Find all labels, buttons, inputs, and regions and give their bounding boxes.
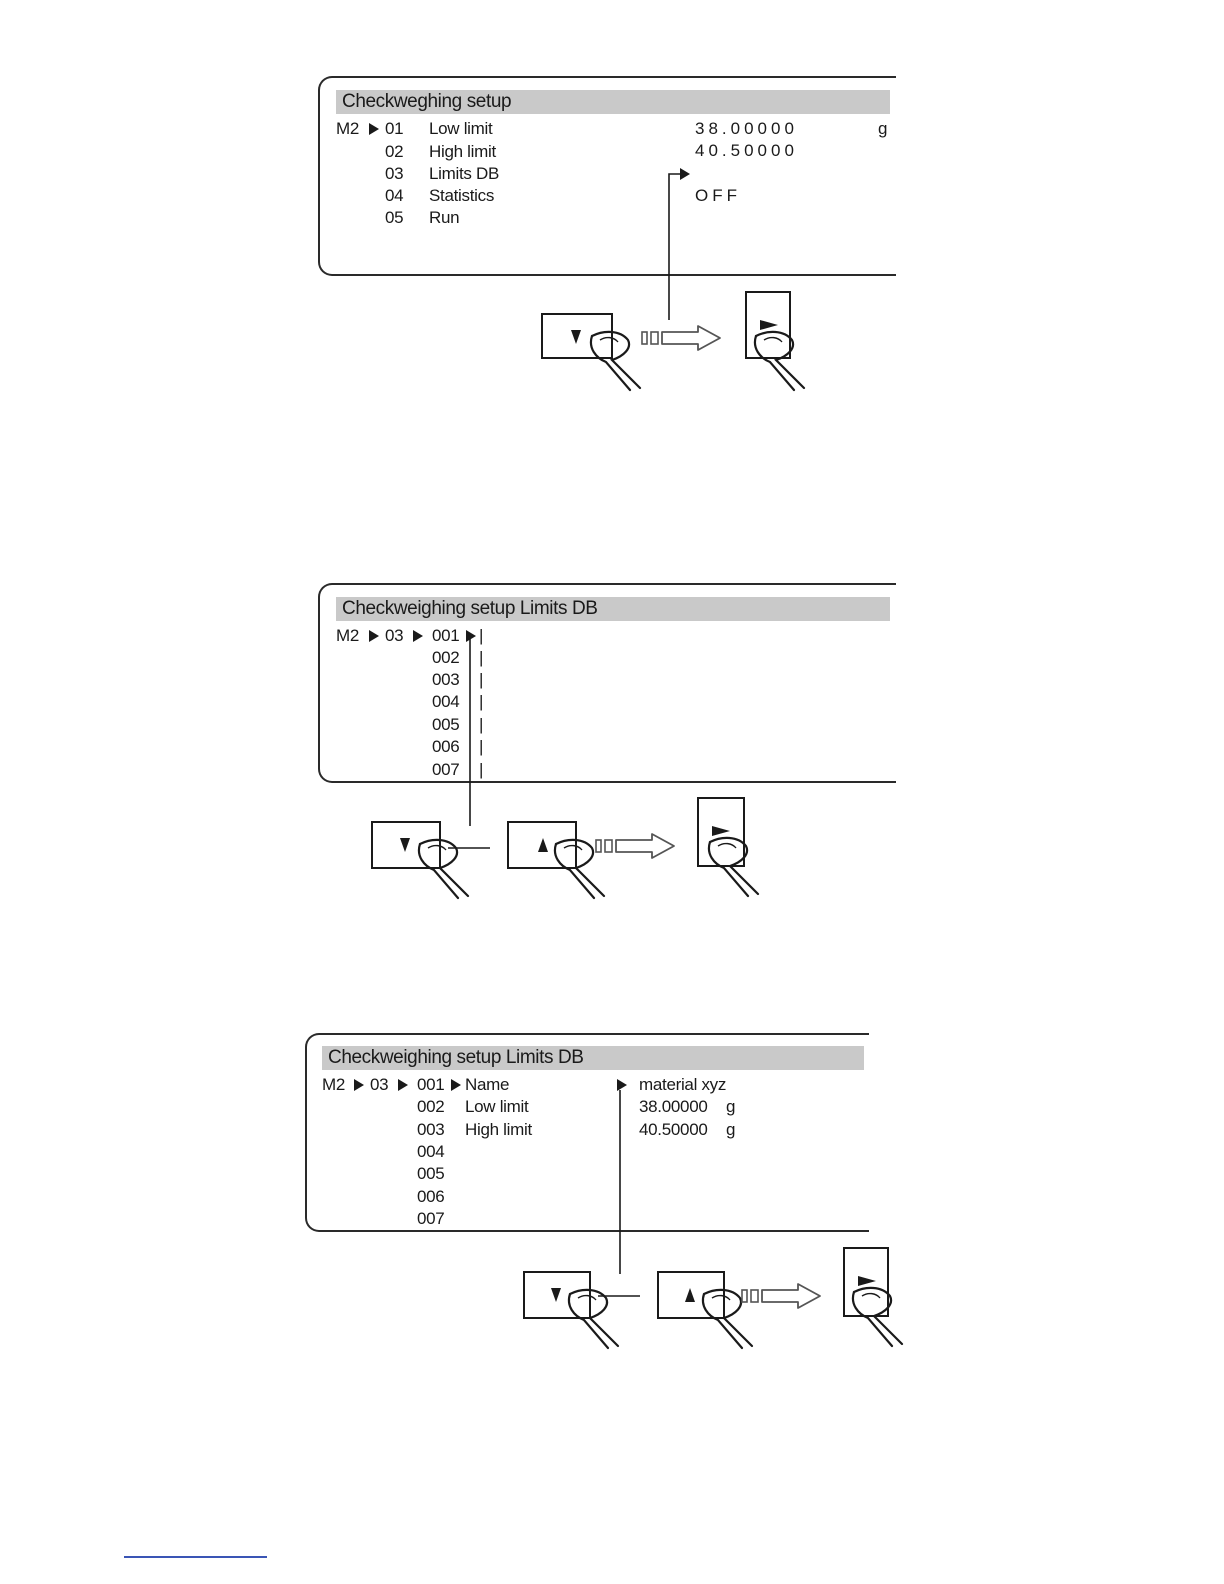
menu-item-number: 01 xyxy=(385,119,404,138)
db-entry-number[interactable]: 005 xyxy=(432,715,460,734)
selection-arrow-icon xyxy=(413,630,423,642)
menu-item-label[interactable]: Limits DB xyxy=(429,164,500,183)
menu-item-number: 03 xyxy=(385,164,404,183)
right-arrow-key-icon[interactable] xyxy=(698,798,758,896)
db-entry-number[interactable]: 006 xyxy=(432,737,460,756)
cursor-mark: | xyxy=(479,670,484,689)
hollow-arrow-icon xyxy=(642,326,720,350)
path-menu: 03 xyxy=(370,1075,389,1094)
cursor-mark: | xyxy=(479,760,484,779)
low-limit-value: 38.00000 xyxy=(695,119,798,138)
high-limit-value: 40.50000 xyxy=(695,141,798,160)
path-mode: M2 xyxy=(322,1075,346,1094)
panel-title: Checkweighing setup Limits DB xyxy=(336,597,890,621)
menu-item-label[interactable]: High limit xyxy=(429,142,496,161)
selection-arrow-icon xyxy=(354,1079,364,1091)
cursor-mark: | xyxy=(479,737,484,756)
db-entry-number: 001 xyxy=(417,1075,445,1094)
db-entry-label[interactable]: Low limit xyxy=(465,1097,529,1116)
db-entry-number[interactable]: 003 xyxy=(432,670,460,689)
down-arrow-key-icon[interactable] xyxy=(372,822,468,898)
menu-item-label[interactable]: Statistics xyxy=(429,186,495,205)
menu-item-label[interactable]: Run xyxy=(429,208,460,227)
hollow-arrow-icon xyxy=(596,834,674,858)
cursor-mark: | xyxy=(479,626,484,645)
db-entry-label[interactable]: High limit xyxy=(465,1120,532,1139)
up-arrow-key-icon[interactable] xyxy=(658,1272,752,1348)
db-entry-number: 005 xyxy=(417,1164,445,1183)
path-mode: M2 xyxy=(336,119,360,138)
panel-title: Checkweighing setup Limits DB xyxy=(322,1046,864,1070)
selection-arrow-icon xyxy=(369,123,379,135)
cursor-mark: | xyxy=(479,692,484,711)
cursor-mark: | xyxy=(479,715,484,734)
db-entry-label[interactable]: Name xyxy=(465,1075,510,1094)
selection-arrow-icon xyxy=(451,1079,461,1091)
menu-item-number: 02 xyxy=(385,142,404,161)
down-arrow-key-icon[interactable] xyxy=(524,1272,618,1348)
down-arrow-key-icon[interactable] xyxy=(542,314,640,390)
hollow-arrow-icon xyxy=(742,1284,820,1308)
cursor-mark: | xyxy=(479,648,484,667)
panel-title: Checkweghing setup xyxy=(336,90,890,114)
db-entry-number[interactable]: 007 xyxy=(432,760,460,779)
db-entry-value: 38.00000 xyxy=(639,1097,708,1116)
menu-item-number: 05 xyxy=(385,208,404,227)
selection-arrow-icon xyxy=(466,630,476,642)
statistics-value: OFF xyxy=(695,186,741,205)
path-menu: 03 xyxy=(385,626,404,645)
db-entry-number: 006 xyxy=(417,1187,445,1206)
footnote-rule xyxy=(124,1556,267,1558)
selection-arrow-icon xyxy=(617,1079,627,1091)
selection-arrow-icon xyxy=(398,1079,408,1091)
db-entry-number[interactable]: 002 xyxy=(432,648,460,667)
db-entry-number: 007 xyxy=(417,1209,445,1228)
db-entry-number: 002 xyxy=(417,1097,445,1116)
db-entry-number[interactable]: 001 xyxy=(432,626,460,645)
db-entry-value: material xyz xyxy=(639,1075,727,1094)
right-arrow-key-icon[interactable] xyxy=(746,292,804,390)
right-arrow-key-icon[interactable] xyxy=(844,1248,902,1346)
unit-label: g xyxy=(726,1120,736,1139)
path-mode: M2 xyxy=(336,626,360,645)
db-entry-number: 003 xyxy=(417,1120,445,1139)
db-entry-number[interactable]: 004 xyxy=(432,692,460,711)
db-entry-number: 004 xyxy=(417,1142,445,1161)
menu-item-number: 04 xyxy=(385,186,404,205)
unit-label: g xyxy=(878,119,888,138)
selection-arrow-icon xyxy=(369,630,379,642)
unit-label: g xyxy=(726,1097,736,1116)
up-arrow-key-icon[interactable] xyxy=(508,822,604,898)
menu-item-label[interactable]: Low limit xyxy=(429,119,493,138)
db-entry-value: 40.50000 xyxy=(639,1120,708,1139)
